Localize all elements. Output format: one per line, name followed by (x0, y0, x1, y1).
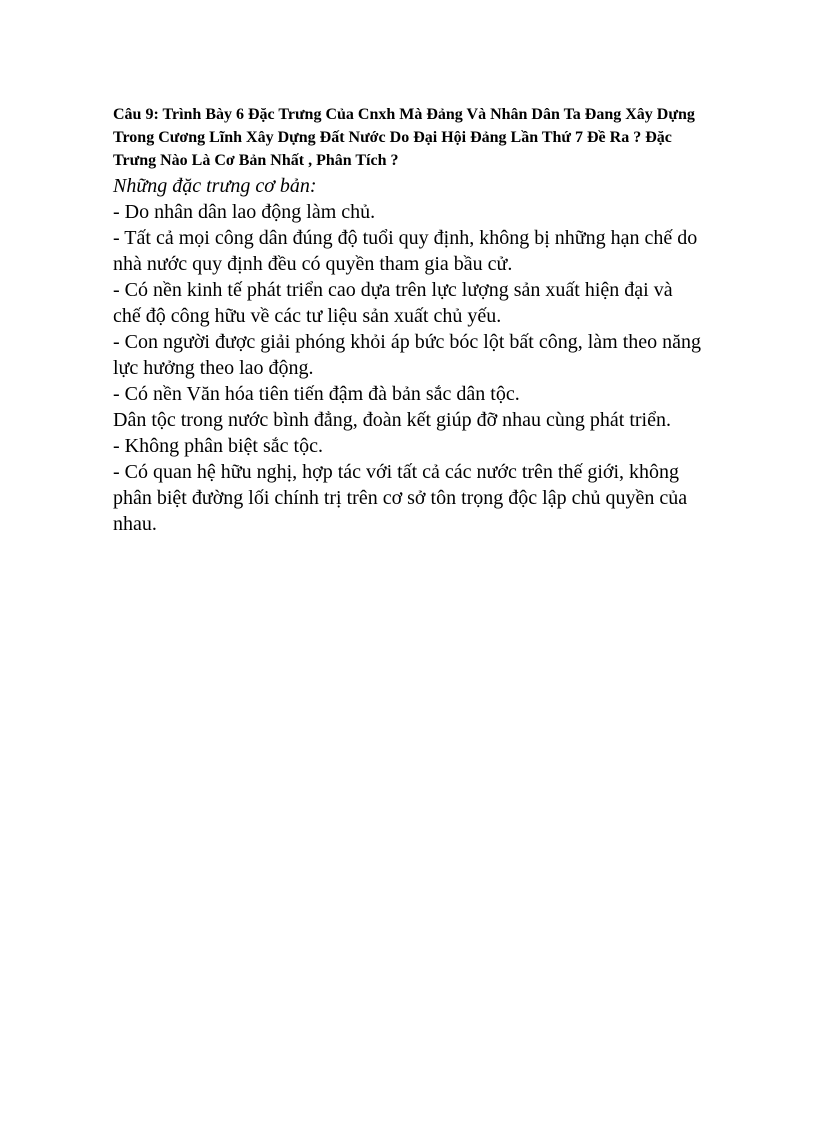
paragraph-8: - Có quan hệ hữu nghị, hợp tác với tất cả các nước trên thế giới, không phân biệt đường lối chính trị trên cơ sở tôn trọng độc lập chủ quyền của nhau. (113, 461, 688, 535)
paragraph-5: - Có nền Văn hóa tiên tiến đậm đà bản sắc dân tộc. (113, 383, 520, 405)
paragraph-4: - Con người được giải phóng khỏi áp bức bóc lột bất công, làm theo năng lực hưởng theo lao động. (113, 331, 702, 379)
document-page (113, 100, 703, 537)
question-heading: Câu 9: Trình Bày 6 Đặc Trưng Của Cnxh Mà Đảng Và Nhân Dân Ta Đang Xây Dựng Trong Cương Lĩnh Xây Dựng Đất Nước Do Đại Hội Đảng Lần Thứ 7 Đề Ra ? Đặc Trưng Nào Là Cơ Bản Nhất , Phân Tích ? (113, 106, 695, 169)
paragraph-7: - Không phân biệt sắc tộc. (113, 435, 323, 457)
section-subtitle: Những đặc trưng cơ bản: (113, 175, 317, 197)
paragraph-6: Dân tộc trong nước bình đẳng, đoàn kết giúp đỡ nhau cùng phát triển. (113, 409, 671, 431)
paragraph-3: - Có nền kinh tế phát triển cao dựa trên lực lượng sản xuất hiện đại và chế độ công hữu về các tư liệu sản xuất chủ yếu. (113, 279, 673, 327)
paragraph-2: - Tất cả mọi công dân đúng độ tuổi quy định, không bị những hạn chế do nhà nước quy định đều có quyền tham gia bầu cử. (113, 227, 698, 275)
paragraph-1: - Do nhân dân lao động làm chủ. (113, 201, 376, 223)
